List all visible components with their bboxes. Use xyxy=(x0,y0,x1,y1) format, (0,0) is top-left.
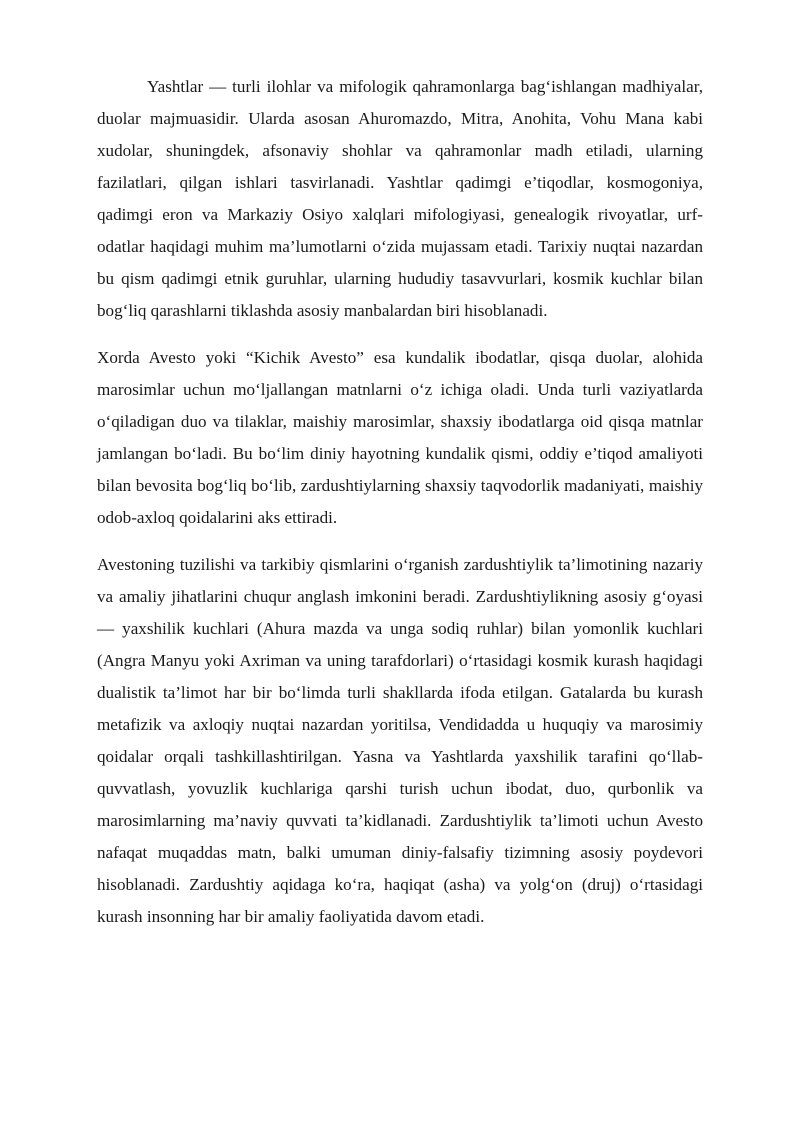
paragraph-avesto-structure: Avestoning tuzilishi va tarkibiy qismlarini o‘rganish zardushtiylik ta’limotining nazariy va amaliy jihatlarini chuqur anglash imkonini beradi. Zardushtiylikning asosiy g‘oyasi — yaxshilik kuchlari (Ahura mazda va unga sodiq ruhlar) bilan yomonlik kuchlari (Angra Manyu yoki Axriman va uning tarafdorlari) o‘rtasidagi kosmik kurash haqidagi dualistik ta’limot har bir bo‘limda turli shakllarda ifoda etilgan. Gatalarda bu kurash metafizik va axloqiy nuqtai nazardan yoritilsa, Vendidadda u huquqiy va marosimiy qoidalar orqali tashkillashtirilgan. Yasna va Yashtlarda yaxshilik tarafini qo‘llab-quvvatlash, yovuzlik kuchlariga qarshi turish uchun ibodat, duo, qurbonlik va marosimlarning ma’naviy quvvati ta’kidlanadi. Zardushtiylik ta’limoti uchun Avesto nafaqat muqaddas matn, balki umuman diniy-falsafiy tizimning asosiy poydevori hisoblanadi. Zardushtiy aqidaga ko‘ra, haqiqat (asha) va yolg‘on (druj) o‘rtasidagi kurash insonning har bir amaliy faoliyatida davom etadi. xyxy=(97,555,703,926)
document-body xyxy=(97,71,703,948)
paragraph-yashtlar: Yashtlar — turli ilohlar va mifologik qahramonlarga bag‘ishlangan madhiyalar, duolar majmuasidir. Ularda asosan Ahuromazdo, Mitra, Anohita, Vohu Mana kabi xudolar, shuningdek, afsonaviy shohlar va qahramonlar madh etiladi, ularning fazilatlari, qilgan ishlari tasvirlanadi. Yashtlar qadimgi e’tiqodlar, kosmogoniya, qadimgi eron va Markaziy Osiyo xalqlari mifologiyasi, genealogik rivoyatlar, urf-odatlar haqidagi muhim ma’lumotlarni o‘zida mujassam etadi. Tarixiy nuqtai nazardan bu qism qadimgi etnik guruhlar, ularning hududiy tasavvurlari, kosmik kuchlar bilan bog‘liq qarashlarni tiklashda asosiy manbalardan biri hisoblanadi. xyxy=(97,77,703,320)
paragraph-xorda-avesto: Xorda Avesto yoki “Kichik Avesto” esa kundalik ibodatlar, qisqa duolar, alohida marosimlar uchun mo‘ljallangan matnlarni o‘z ichiga oladi. Unda turli vaziyatlarda o‘qiladigan duo va tilaklar, maishiy marosimlar, shaxsiy ibodatlarga oid qisqa matnlar jamlangan bo‘ladi. Bu bo‘lim diniy hayotning kundalik qismi, oddiy e’tiqod amaliyoti bilan bevosita bog‘liq bo‘lib, zardushtiylarning shaxsiy taqvodorlik madaniyati, maishiy odob-axloq qoidalarini aks ettiradi. xyxy=(97,348,703,527)
